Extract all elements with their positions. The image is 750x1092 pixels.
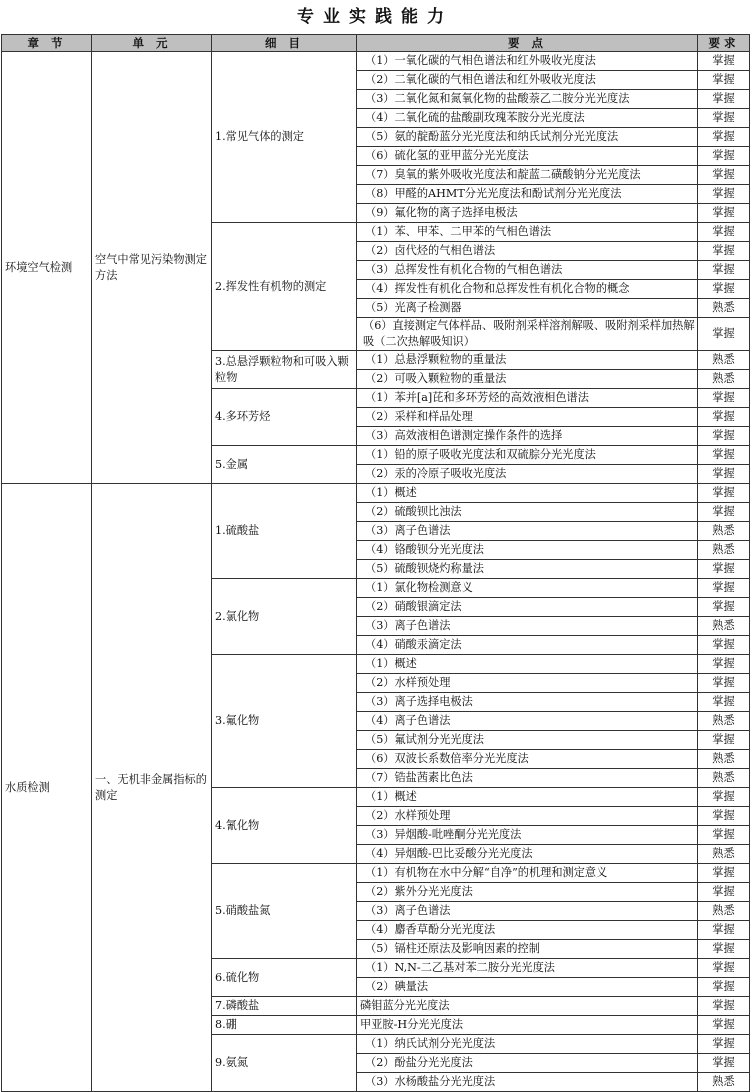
point-cell: （4）麝香草酚分光光度法 (357, 921, 698, 940)
requirement-cell: 掌握 (698, 71, 750, 90)
point-cell: （5）镉柱还原法及影响因素的控制 (357, 940, 698, 959)
requirement-cell: 熟悉 (698, 617, 750, 636)
point-cell: （2）汞的冷原子吸收光度法 (357, 465, 698, 484)
point-cell: （6）硫化氢的亚甲蓝分光光度法 (357, 147, 698, 166)
requirement-cell: 掌握 (698, 223, 750, 242)
table-body (2, 52, 750, 1092)
requirement-cell: 掌握 (698, 484, 750, 503)
point-cell: （3）离子色谱法 (357, 902, 698, 921)
header-item: 细 目 (212, 35, 357, 52)
requirement-cell: 熟悉 (698, 845, 750, 864)
item-cell: 1.常见气体的测定 (212, 52, 357, 223)
requirement-cell: 掌握 (698, 883, 750, 902)
requirement-cell: 掌握 (698, 408, 750, 427)
header-row (2, 35, 750, 52)
requirement-cell: 掌握 (698, 921, 750, 940)
header-unit: 单 元 (92, 35, 212, 52)
requirement-cell: 掌握 (698, 427, 750, 446)
requirement-cell: 掌握 (698, 128, 750, 147)
requirement-cell: 熟悉 (698, 1073, 750, 1092)
point-cell: （8）甲醛的AHMT分光光度法和酚试剂分光光度法 (357, 185, 698, 204)
point-cell: （2）水样预处理 (357, 807, 698, 826)
requirement-cell: 掌握 (698, 204, 750, 223)
requirement-cell: 掌握 (698, 636, 750, 655)
point-cell: （2）水样预处理 (357, 674, 698, 693)
point-cell: （3）离子色谱法 (357, 522, 698, 541)
point-cell: （1）一氧化碳的气相色谱法和红外吸收光度法 (357, 52, 698, 71)
point-cell: （2）紫外分光光度法 (357, 883, 698, 902)
point-cell: （7）臭氧的紫外吸收光度法和靛蓝二磺酸钠分光光度法 (357, 166, 698, 185)
requirement-cell: 熟悉 (698, 712, 750, 731)
point-cell: （2）硝酸银滴定法 (357, 598, 698, 617)
unit-cell: 一、无机非金属指标的测定 (92, 484, 212, 1092)
point-cell: （4）异烟酸-巴比妥酸分光光度法 (357, 845, 698, 864)
item-cell: 3.氟化物 (212, 655, 357, 788)
point-cell: （3）二氧化氮和氮氧化物的盐酸萘乙二胺分光光度法 (357, 90, 698, 109)
requirement-cell: 熟悉 (698, 522, 750, 541)
chapter-cell: 环境空气检测 (2, 52, 92, 484)
table-row (2, 52, 750, 71)
header-chapter: 章 节 (2, 35, 92, 52)
requirement-cell: 熟悉 (698, 750, 750, 769)
point-cell: （4）硝酸汞滴定法 (357, 636, 698, 655)
requirement-cell: 掌握 (698, 261, 750, 280)
requirement-cell: 掌握 (698, 940, 750, 959)
item-cell: 1.硫酸盐 (212, 484, 357, 579)
point-cell: （9）氟化物的离子选择电极法 (357, 204, 698, 223)
header-requirement: 要求 (698, 35, 750, 52)
point-cell: （5）光离子检测器 (357, 299, 698, 318)
requirement-cell: 掌握 (698, 560, 750, 579)
point-cell: （5）硫酸钡烧灼称量法 (357, 560, 698, 579)
requirement-cell: 掌握 (698, 959, 750, 978)
point-cell: （2）卤代烃的气相色谱法 (357, 242, 698, 261)
requirement-cell: 掌握 (698, 807, 750, 826)
requirement-cell: 掌握 (698, 52, 750, 71)
requirement-cell: 掌握 (698, 997, 750, 1016)
point-cell: （6）直接测定气体样品、吸附剂采样溶剂解吸、吸附剂采样加热解吸（二次热解吸知识） (357, 318, 698, 351)
point-cell: （1）概述 (357, 655, 698, 674)
requirement-cell: 熟悉 (698, 351, 750, 370)
requirement-cell: 熟悉 (698, 299, 750, 318)
requirement-cell: 掌握 (698, 389, 750, 408)
requirement-cell: 掌握 (698, 503, 750, 522)
requirement-cell: 掌握 (698, 147, 750, 166)
requirement-cell: 掌握 (698, 598, 750, 617)
requirement-cell: 掌握 (698, 109, 750, 128)
requirement-cell: 掌握 (698, 579, 750, 598)
requirement-cell: 掌握 (698, 280, 750, 299)
item-cell: 3.总悬浮颗粒物和可吸入颗粒物 (212, 351, 357, 389)
item-cell: 5.硝酸盐氮 (212, 864, 357, 959)
point-cell: （4）二氧化硫的盐酸副玫瑰苯胺分光光度法 (357, 109, 698, 128)
chapter-cell: 水质检测 (2, 484, 92, 1092)
item-cell: 4.多环芳烃 (212, 389, 357, 446)
point-cell: （3）离子色谱法 (357, 617, 698, 636)
item-cell: 2.氯化物 (212, 579, 357, 655)
requirement-cell: 掌握 (698, 242, 750, 261)
point-cell: （2）碘量法 (357, 978, 698, 997)
item-cell: 2.挥发性有机物的测定 (212, 223, 357, 351)
point-cell: （1）N,N-二乙基对苯二胺分光光度法 (357, 959, 698, 978)
requirement-cell: 掌握 (698, 446, 750, 465)
point-cell: （3）高效液相色谱测定操作条件的选择 (357, 427, 698, 446)
requirement-cell: 掌握 (698, 465, 750, 484)
requirement-cell: 掌握 (698, 185, 750, 204)
point-cell: （3）离子选择电极法 (357, 693, 698, 712)
point-cell: （2）采样和样品处理 (357, 408, 698, 427)
table-row (2, 484, 750, 503)
requirement-cell: 掌握 (698, 826, 750, 845)
point-cell: （2）可吸入颗粒物的重量法 (357, 370, 698, 389)
point-cell: （2）二氧化碳的气相色谱法和红外吸收光度法 (357, 71, 698, 90)
requirement-cell: 掌握 (698, 1035, 750, 1054)
point-cell: （2）硫酸钡比浊法 (357, 503, 698, 522)
point-cell: （1）苯并[a]芘和多环芳烃的高效液相色谱法 (357, 389, 698, 408)
point-cell: （1）有机物在水中分解“自净”的机理和测定意义 (357, 864, 698, 883)
unit-cell: 空气中常见污染物测定方法 (92, 52, 212, 484)
point-cell: （1）概述 (357, 788, 698, 807)
point-cell: （4）铬酸钡分光光度法 (357, 541, 698, 560)
item-cell: 5.金属 (212, 446, 357, 484)
requirement-cell: 掌握 (698, 1054, 750, 1073)
point-cell: （7）锆盐茜素比色法 (357, 769, 698, 788)
requirement-cell: 熟悉 (698, 370, 750, 389)
point-cell: （3）总挥发性有机化合物的气相色谱法 (357, 261, 698, 280)
item-cell: 4.氰化物 (212, 788, 357, 864)
point-cell: （4）离子色谱法 (357, 712, 698, 731)
syllabus-table (1, 34, 750, 1092)
point-cell: （1）苯、甲苯、二甲苯的气相色谱法 (357, 223, 698, 242)
header-point: 要 点 (357, 35, 698, 52)
item-cell: 7.磷酸盐 (212, 997, 357, 1016)
item-cell: 8.硼 (212, 1016, 357, 1035)
requirement-cell: 掌握 (698, 166, 750, 185)
requirement-cell: 掌握 (698, 693, 750, 712)
requirement-cell: 掌握 (698, 90, 750, 109)
point-cell: （5）氨的靛酚蓝分光光度法和纳氏试剂分光光度法 (357, 128, 698, 147)
point-cell: （1）概述 (357, 484, 698, 503)
requirement-cell: 掌握 (698, 674, 750, 693)
point-cell: （1）氯化物检测意义 (357, 579, 698, 598)
point-cell: （4）挥发性有机化合物和总挥发性有机化合物的概念 (357, 280, 698, 299)
requirement-cell: 掌握 (698, 731, 750, 750)
requirement-cell: 掌握 (698, 1016, 750, 1035)
page-title: 专业实践能力 (297, 7, 453, 27)
requirement-cell: 熟悉 (698, 769, 750, 788)
requirement-cell: 掌握 (698, 788, 750, 807)
requirement-cell: 熟悉 (698, 541, 750, 560)
item-cell: 9.氨氮 (212, 1035, 357, 1092)
point-cell: （3）水杨酸盐分光光度法 (357, 1073, 698, 1092)
requirement-cell: 熟悉 (698, 902, 750, 921)
point-cell: （1）总悬浮颗粒物的重量法 (357, 351, 698, 370)
requirement-cell: 掌握 (698, 318, 750, 351)
point-cell: （3）异烟酸-吡唑酮分光光度法 (357, 826, 698, 845)
point-cell: 甲亚胺-H分光光度法 (357, 1016, 698, 1035)
requirement-cell: 掌握 (698, 978, 750, 997)
point-cell: 磷钼蓝分光光度法 (357, 997, 698, 1016)
requirement-cell: 掌握 (698, 655, 750, 674)
point-cell: （6）双波长系数倍率分光光度法 (357, 750, 698, 769)
point-cell: （5）氟试剂分光光度法 (357, 731, 698, 750)
point-cell: （2）酚盐分光光度法 (357, 1054, 698, 1073)
point-cell: （1）铅的原子吸收光度法和双硫腙分光光度法 (357, 446, 698, 465)
requirement-cell: 掌握 (698, 864, 750, 883)
item-cell: 6.硫化物 (212, 959, 357, 997)
point-cell: （1）纳氏试剂分光光度法 (357, 1035, 698, 1054)
